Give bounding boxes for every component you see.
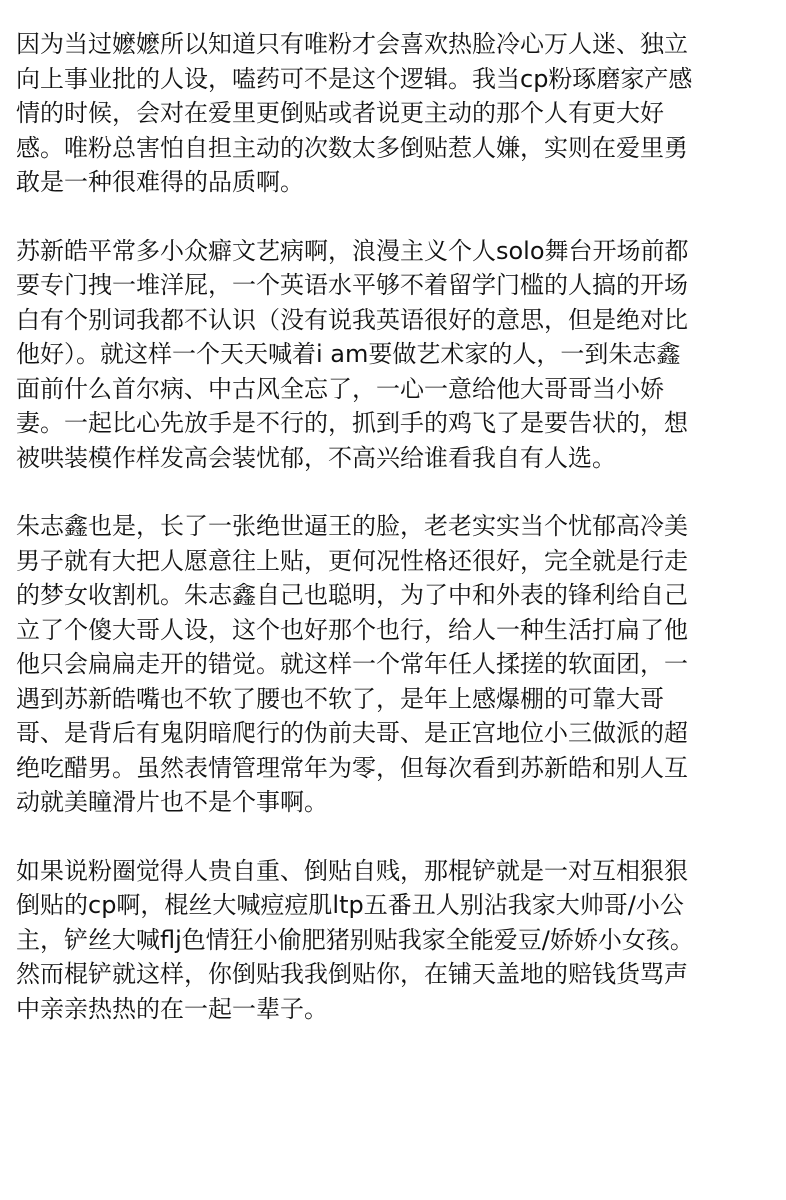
paragraph-2 [16,234,774,476]
text-line: 被哄装模作样发高会装忧郁，不高兴给谁看我自有人选。 [16,443,616,472]
text-line: 感。唯粉总害怕自担主动的次数太多倒贴惹人嫌，实则在爱里勇 [16,133,688,162]
text-line: 要专门拽一堆洋屁，一个英语水平够不着留学门槛的人搞的开场 [16,271,688,299]
text-line: 哥、是背后有鬼阴暗爬行的伪前夫哥、是正宫地位小三做派的超 [16,719,688,747]
text-line: 朱志鑫也是，长了一张绝世逼王的脸，老老实实当个忧郁高冷美 [16,512,688,540]
text-line: 倒贴的cp啊，棍丝大喊痘痘肌ltp五番丑人别沾我家大帅哥/小公 [16,891,684,919]
paragraph-4 [16,854,774,1027]
text-line: 然而棍铲就这样，你倒贴我我倒贴你，在铺天盖地的赔钱货骂声 [16,960,688,988]
text-line: 如果说粉圈觉得人贵自重、倒贴自贱，那棍铲就是一对互相狠狠 [16,856,688,885]
text-line: 情的时候，会对在爱里更倒贴或者说更主动的那个人有更大好 [16,99,664,127]
article-body [16,27,774,1026]
text-line: 妻。一起比心先放手是不行的，抓到手的鸡飞了是要告状的，想 [16,409,688,437]
text-line: 的梦女收割机。朱志鑫自己也聪明，为了中和外表的锋利给自己 [16,581,688,609]
text-line: 苏新皓平常多小众癖文艺病啊，浪漫主义个人solo舞台开场前都 [16,236,689,265]
text-line: 面前什么首尔病、中古风全忘了，一心一意给他大哥哥当小娇 [16,374,664,403]
text-line: 立了个傻大哥人设，这个也好那个也行，给人一种生活打扁了他 [16,615,688,644]
paragraph-1 [16,27,774,200]
text-line: 白有个别词我都不认识（没有说我英语很好的意思，但是绝对比 [16,305,688,334]
text-line: 男子就有大把人愿意往上贴，更何况性格还很好，完全就是行走 [16,546,688,575]
text-line: 动就美瞳滑片也不是个事啊。 [16,788,328,816]
text-line: 绝吃醋男。虽然表情管理常年为零，但每次看到苏新皓和别人互 [16,753,688,782]
text-line: 中亲亲热热的在一起一辈子。 [16,994,328,1023]
text-line: 因为当过嬷嬷所以知道只有唯粉才会喜欢热脸冷心万人迷、独立 [16,30,688,58]
paragraph-3 [16,509,774,820]
text-line: 他只会扁扁走开的错觉。就这样一个常年任人揉搓的软面团，一 [16,650,688,678]
text-line: 敢是一种很难得的品质啊。 [16,168,304,196]
text-line: 向上事业批的人设，嗑药可不是这个逻辑。我当cp粉琢磨家产感 [16,64,693,93]
text-line: 他好）。就这样一个天天喊着i am要做艺术家的人，一到朱志鑫 [16,340,681,368]
text-line: 主，铲丝大喊flj色情狂小偷肥猪别贴我家全能爱豆/娇娇小女孩。 [16,925,694,954]
text-line: 遇到苏新皓嘴也不软了腰也不软了，是年上感爆棚的可靠大哥 [16,684,664,713]
